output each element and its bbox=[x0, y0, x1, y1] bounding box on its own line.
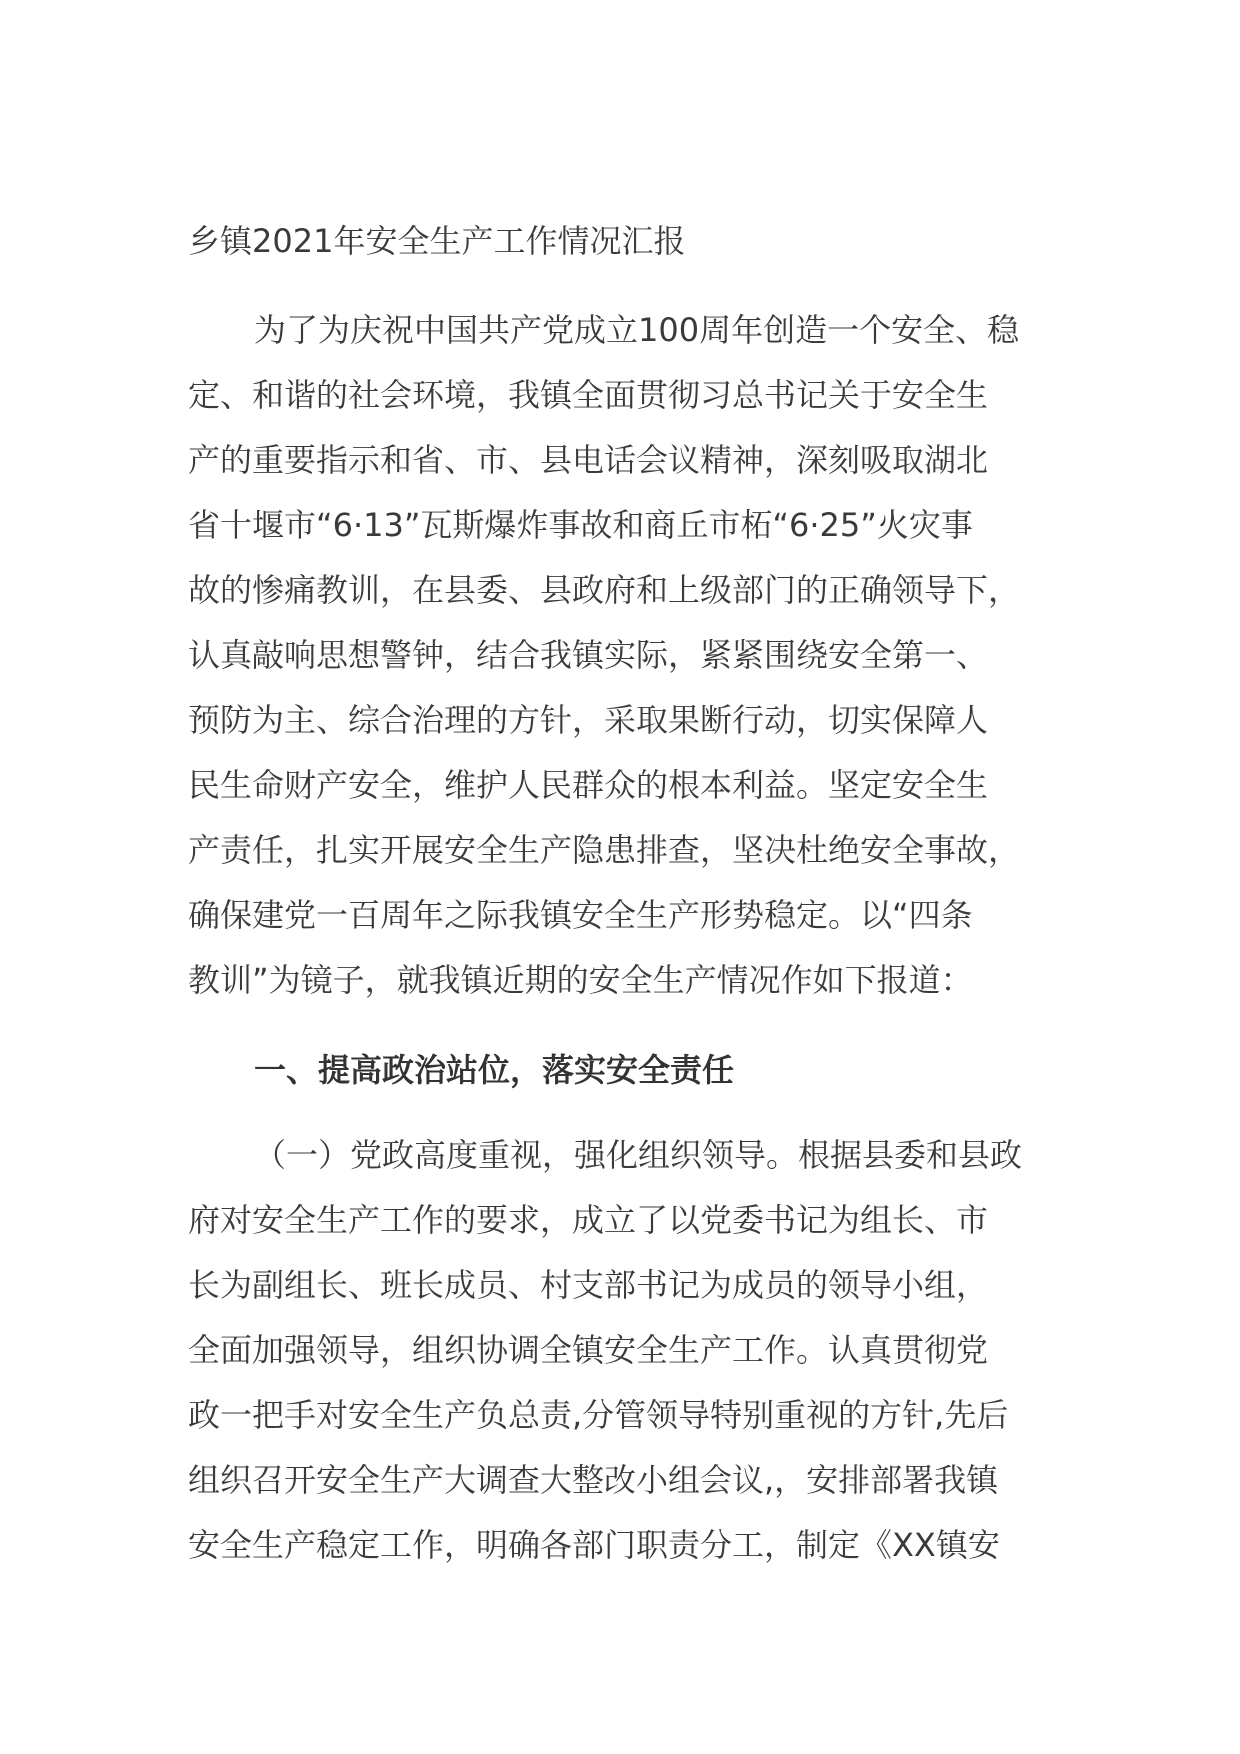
text-line: 确保建党一百周年之际我镇安全生产形势稳定。以“四条 bbox=[188, 896, 973, 934]
text-line: 为了为庆祝中国共产党成立100周年创造一个安全、稳 bbox=[254, 311, 1020, 349]
text-line: 民生命财产安全，维护人民群众的根本利益。坚定安全生 bbox=[188, 766, 989, 804]
text-line: （一）党政高度重视，强化组织领导。根据县委和县政 bbox=[254, 1136, 1023, 1174]
text-line: 产的重要指示和省、市、县电话会议精神，深刻吸取湖北 bbox=[188, 441, 989, 479]
text-line: 教训”为镜子，就我镇近期的安全生产情况作如下报道： bbox=[188, 961, 973, 999]
text-line: 认真敲响思想警钟，结合我镇实际，紧紧围绕安全第一、 bbox=[188, 636, 989, 674]
text-line: 预防为主、综合治理的方针，采取果断行动，切实保障人 bbox=[188, 701, 989, 739]
text-line: 全面加强领导，组织协调全镇安全生产工作。认真贯彻党 bbox=[188, 1331, 989, 1369]
text-line: 定、和谐的社会环境，我镇全面贯彻习总书记关于安全生 bbox=[188, 376, 989, 414]
text-line: 组织召开安全生产大调查大整改小组会议,，安排部署我镇 bbox=[188, 1461, 999, 1499]
section-heading: 一、提高政治站位，落实安全责任 bbox=[254, 1051, 735, 1089]
text-line: 故的惨痛教训，在县委、县政府和上级部门的正确领导下， bbox=[188, 571, 1021, 609]
text-line: 府对安全生产工作的要求，成立了以党委书记为组长、市 bbox=[188, 1201, 989, 1239]
text-line: 政一把手对安全生产负总责,分管领导特别重视的方针,先后 bbox=[188, 1396, 1009, 1434]
text-line: 省十堰市“6·13”瓦斯爆炸事故和商丘市柘“6·25”火灾事 bbox=[188, 506, 973, 544]
document-title: 乡镇2021年安全生产工作情况汇报 bbox=[188, 222, 686, 260]
text-line: 长为副组长、班长成员、村支部书记为成员的领导小组， bbox=[188, 1266, 989, 1304]
text-line: 产责任，扎实开展安全生产隐患排查，坚决杜绝安全事故， bbox=[188, 831, 1021, 869]
text-line: 安全生产稳定工作，明确各部门职责分工，制定《XX镇安 bbox=[188, 1526, 1000, 1564]
